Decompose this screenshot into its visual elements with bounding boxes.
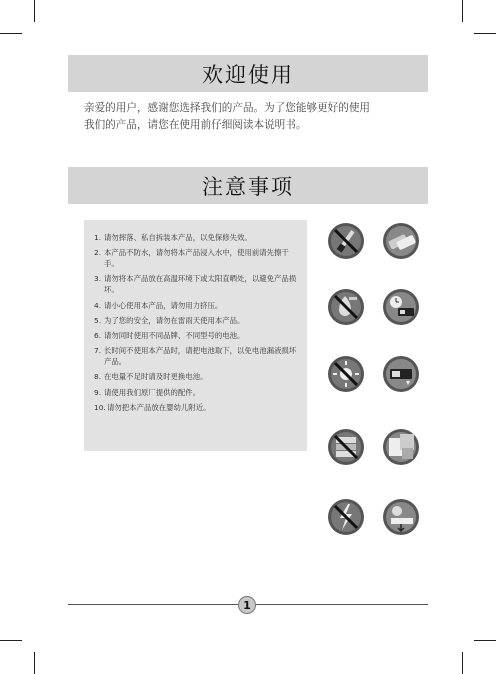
welcome-title: 欢迎使用 <box>202 62 294 87</box>
battery-leak-icon <box>382 355 420 393</box>
crop-mark <box>0 640 22 641</box>
page-number: 1 <box>238 596 256 614</box>
notice-item: 8. 在电量不足时请及时更换电池。 <box>94 372 208 382</box>
crop-mark <box>0 33 22 34</box>
notice-title: 注意事项 <box>202 174 294 199</box>
crop-mark <box>474 640 496 641</box>
crop-mark <box>462 0 463 22</box>
crop-mark <box>34 652 35 674</box>
welcome-banner <box>68 55 428 92</box>
no-disassemble-icon <box>327 222 365 260</box>
crop-mark <box>474 33 496 34</box>
battery-removal-icon <box>382 288 420 326</box>
battery-icon <box>382 222 420 260</box>
notice-item: 9. 请使用我们原厂提供的配件。 <box>94 387 201 397</box>
no-water-icon <box>327 288 365 326</box>
intro-line: 亲爱的用户，感谢您选择我们的产品。为了您能够更好的使用 <box>84 102 371 114</box>
intro-line: 我们的产品，请您在使用前仔细阅读本说明书。 <box>84 119 307 131</box>
crop-mark <box>462 652 463 674</box>
no-mixed-batteries-icon <box>327 428 365 466</box>
notice-item: 4. 请小心使用本产品，请勿用力挤压。 <box>94 300 223 310</box>
notice-item: 10. 请勿把本产品放在婴幼儿附近。 <box>94 402 211 412</box>
notice-item: 3. 请勿将本产品放在高温环境下或太阳直晒处，以避免产品损坏。 <box>94 274 297 295</box>
notice-item: 5. 为了您的安全，请勿在雷雨天使用本产品。 <box>94 315 245 325</box>
intro-text <box>84 100 424 134</box>
no-lightning-icon <box>327 498 365 536</box>
notice-list <box>84 220 307 451</box>
notice-item: 6. 请勿同时使用不同品牌、不同型号的电池。 <box>94 330 245 340</box>
notice-item: 2. 本产品不防水，请勿将本产品浸入水中，使用前请先擦干手。 <box>94 248 289 269</box>
notice-item: 1. 请勿摔落、私自拆装本产品，以免保修失效。 <box>94 233 252 242</box>
notice-banner <box>68 167 428 204</box>
footer-rule <box>256 604 428 605</box>
notice-item: 7. 长时间不使用本产品时，请把电池取下，以免电池漏液损坏产品。 <box>94 346 297 367</box>
footer-rule <box>68 604 238 605</box>
battery-brands-icon <box>382 428 420 466</box>
no-sun-icon <box>327 355 365 393</box>
crop-mark <box>34 0 35 22</box>
product-storage-icon <box>382 498 420 536</box>
